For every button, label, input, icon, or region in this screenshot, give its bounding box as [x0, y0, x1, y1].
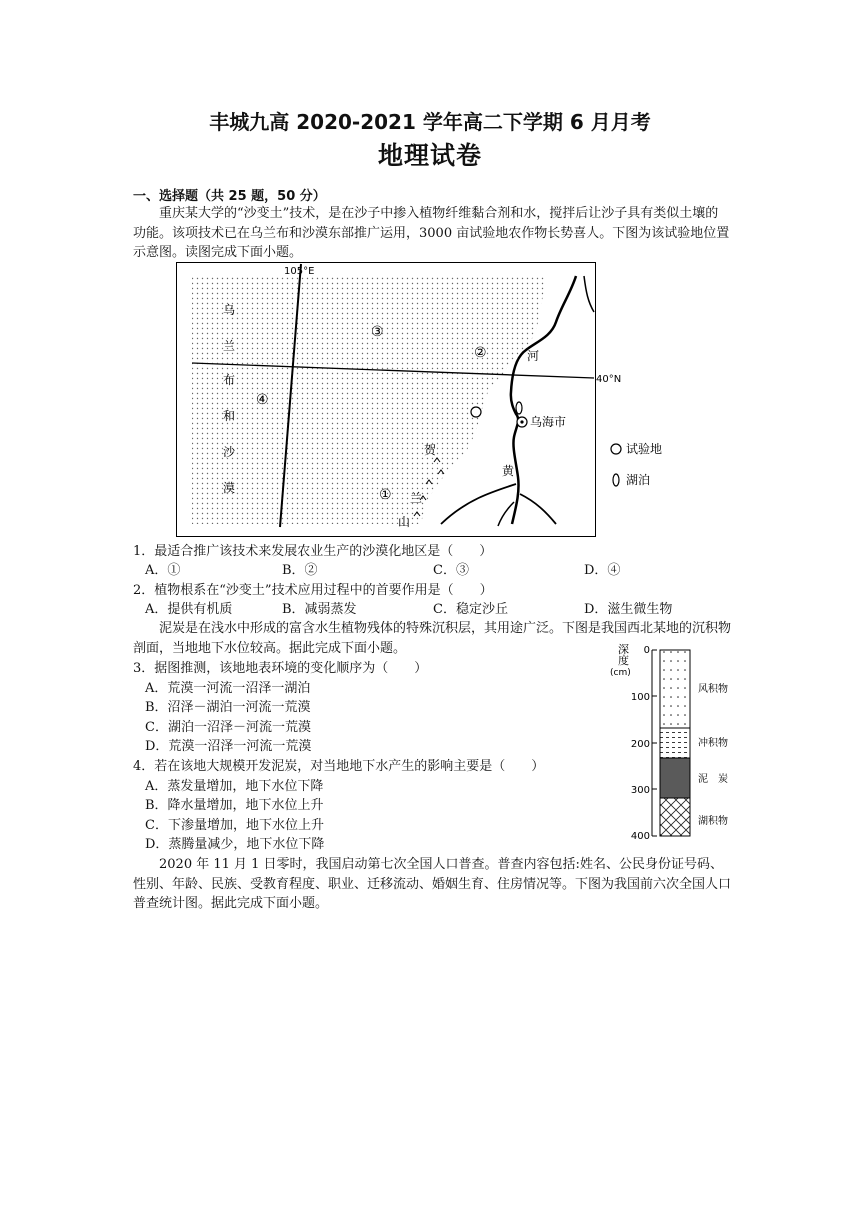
- legend-test-site: 试验地: [626, 442, 663, 456]
- q2-option-c[interactable]: C．稳定沙丘: [433, 602, 508, 617]
- svg-text:兰: 兰: [223, 339, 236, 353]
- q4-option-a[interactable]: A．蒸发量增加，地下水位下降: [145, 779, 324, 794]
- location-map: [176, 262, 663, 538]
- question-4: 4．若在该地大规模开发泥炭，对当地地下水产生的影响主要是（ ）: [133, 759, 545, 774]
- q4-option-b[interactable]: B．降水量增加，地下水位上升: [145, 798, 324, 813]
- layer-label: 冲积物: [698, 738, 728, 749]
- tick-label: 400: [630, 831, 650, 842]
- q4-option-d[interactable]: D．蒸腾量减少，地下水位下降: [145, 837, 325, 852]
- axis-title: 深: [618, 643, 629, 656]
- test-site-icon: [471, 407, 481, 417]
- svg-text:乌: 乌: [223, 303, 236, 317]
- exam-subtitle: 地理试卷: [377, 141, 482, 170]
- intro-paragraph-2: 泥炭是在浅水中形成的富含水生植物残体的特殊沉积层，其用途广泛。下图是我国西北某地的沉积物剖面，当地地下水位较高。据此完成下面小题。: [133, 621, 732, 656]
- latitude-label: 40°N: [596, 374, 622, 385]
- legend-lake-icon: [613, 474, 619, 486]
- sediment-profile: [606, 640, 748, 846]
- legend-lake: 湖泊: [626, 473, 651, 487]
- q1-option-a[interactable]: A．①: [145, 563, 181, 578]
- svg-text:布: 布: [223, 373, 236, 387]
- q3-option-a[interactable]: A．荒漠一河流一沼泽一湖泊: [145, 681, 311, 696]
- layer-lacustrine: [660, 798, 690, 836]
- q2-option-b[interactable]: B．减弱蒸发: [282, 602, 357, 617]
- axis-unit: (cm): [610, 668, 631, 678]
- marker-2: ②: [474, 345, 487, 361]
- svg-text:山: 山: [398, 515, 411, 529]
- question-2: 2．植物根系在“沙变土”技术应用过程中的首要作用是（ ）: [133, 583, 493, 598]
- section-heading: 一、选择题（共 25 题，50 分）: [133, 189, 326, 204]
- q3-option-d[interactable]: D．荒漠一沼泽一河流一荒漠: [145, 739, 312, 754]
- svg-text:兰: 兰: [410, 491, 423, 505]
- city-label: 乌海市: [530, 415, 567, 429]
- question-1: 1．最适合推广该技术来发展农业生产的沙漠化地区是（ ）: [133, 544, 493, 559]
- river-label-huang: 黄: [502, 464, 515, 478]
- layer-peat: [660, 758, 690, 798]
- layer-alluvial: [660, 728, 690, 758]
- lake-icon: [516, 402, 522, 414]
- q2-option-a[interactable]: A．提供有机质: [145, 602, 233, 617]
- layer-label: 湖积物: [698, 816, 728, 827]
- q4-option-c[interactable]: C．下渗量增加，地下水位上升: [145, 818, 324, 833]
- marker-4: ④: [256, 392, 269, 408]
- q3-option-b[interactable]: B．沼泽－湖泊一河流一荒漠: [145, 700, 311, 715]
- q2-option-d[interactable]: D．滋生微生物: [584, 602, 673, 617]
- svg-text:度: 度: [618, 654, 629, 667]
- layer-label: 泥 炭: [698, 774, 728, 785]
- longitude-label: 105°E: [284, 266, 315, 277]
- legend-test-site-icon: [611, 444, 621, 454]
- q1-option-c[interactable]: C．③: [433, 563, 469, 578]
- question-3: 3．据图推测，该地地表环境的变化顺序为（ ）: [133, 661, 428, 676]
- layer-label: 风积物: [698, 684, 728, 695]
- marker-3: ③: [371, 324, 384, 340]
- intro-paragraph-3: 2020 年 11 月 1 日零时，我国启动第七次全国人口普查。普查内容包括:姓名、公民身份证号码、性别、年龄、民族、受教育程度、职业、迁移流动、婚姻生育、住房情况等。下图为我国前六次全国人口普查统计图。据此完成下面小题。: [133, 857, 732, 911]
- svg-text:漠: 漠: [223, 481, 236, 495]
- svg-text:和: 和: [223, 409, 236, 423]
- tick-label: 100: [630, 692, 650, 703]
- svg-text:沙: 沙: [223, 445, 236, 459]
- intro-paragraph-1: 重庆某大学的“沙变土”技术，是在沙子中掺入植物纤维黏合剂和水，搅拌后让沙子具有类似土壤的功能。该项技术已在乌兰布和沙漠东部推广运用，3000 亩试验地农作物长势喜人。下图为该试验地位置示意图。读图完成下面小题。: [133, 206, 730, 260]
- q3-option-c[interactable]: C．湖泊一沼泽－河流一荒漠: [145, 720, 311, 735]
- river-label-he: 河: [527, 349, 540, 363]
- layer-aeolian: [660, 650, 690, 728]
- tick-label: 0: [643, 645, 650, 656]
- q1-option-b[interactable]: B．②: [282, 563, 318, 578]
- q1-option-d[interactable]: D．④: [584, 563, 621, 578]
- marker-1: ①: [379, 487, 392, 503]
- exam-title: 丰城九高 2020-2021 学年高二下学期 6 月月考: [209, 110, 651, 134]
- tick-label: 200: [630, 739, 650, 750]
- tick-label: 300: [630, 785, 650, 796]
- svg-text:贺: 贺: [424, 443, 437, 457]
